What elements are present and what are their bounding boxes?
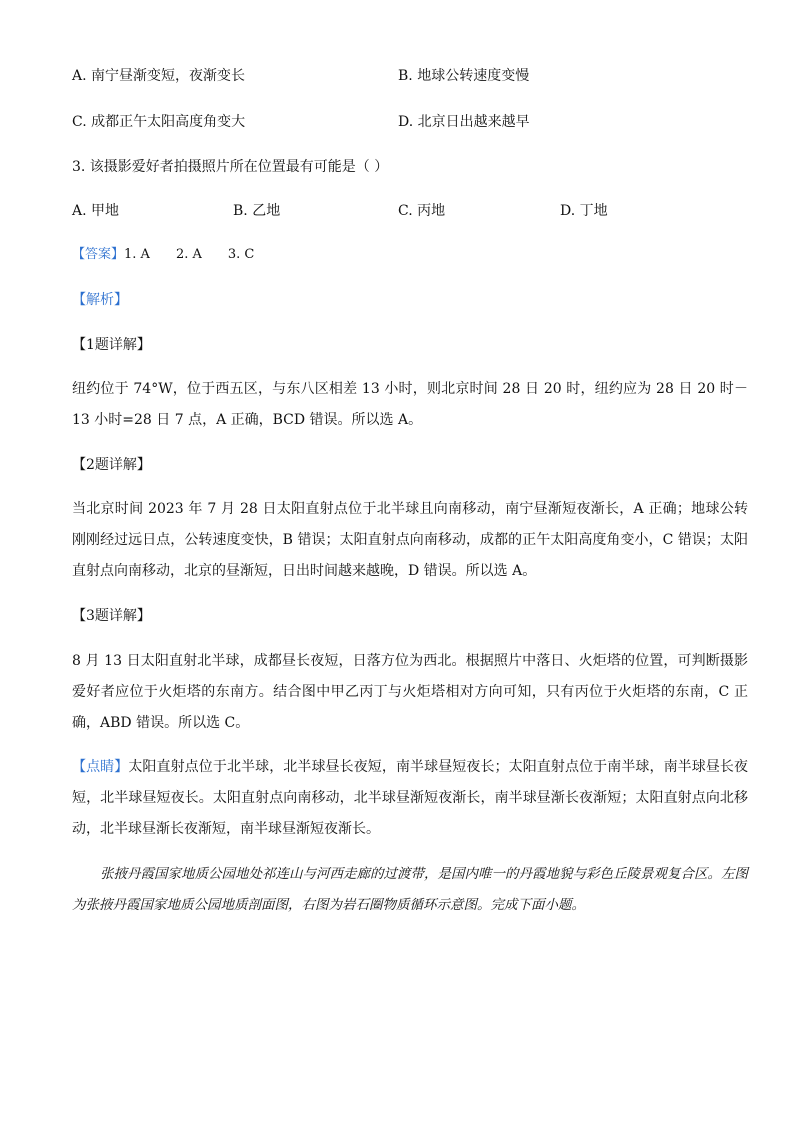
analysis-heading	[72, 290, 748, 310]
answer-tag: 【答案】	[72, 247, 125, 262]
detail2-tag: 【2题详解】	[72, 457, 151, 473]
tip-paragraph	[72, 752, 748, 845]
next-question-material: 张掖丹霞国家地质公园地处祁连山与河西走廊的过渡带，是国内唯一的丹霞地貌与彩色丘陵景观复合区。左图为张掖丹霞国家地质公园地质剖面图，右图为岩石圈物质循环示意图。完成下面小题。	[72, 866, 748, 913]
detail1-heading	[72, 335, 748, 355]
q2-option-b[interactable]: B. 地球公转速度变慢	[398, 68, 530, 84]
detail3-heading	[72, 606, 748, 626]
analysis-tag: 【解析】	[72, 292, 128, 308]
answer-item-1: 1. A	[124, 247, 150, 262]
q2-option-c[interactable]: C. 成都正午太阳高度角变大	[72, 114, 246, 130]
detail3-tag: 【3题详解】	[72, 608, 151, 624]
answer-item-2: 2. A	[175, 247, 202, 262]
q3-stem	[72, 157, 748, 177]
detail3-text: 8 月 13 日太阳直射北半球，成都昼长夜短，日落方位为西北。根据照片中落日、火炬塔的位置，可判断摄影爱好者应位于火炬塔的东南方。结合图中甲乙丙丁与火炬塔相对方向可知，只有丙位于火炬塔的东南，C 正确，ABD 错误。所以选 C。	[72, 653, 748, 731]
detail2-text: 当北京时间 2023 年 7 月 28 日太阳直射点位于北半球且向南移动，南宁昼渐短夜渐长，A 正确；地球公转刚刚经过远日点，公转速度变快，B 错误；太阳直射点向南移动，成都的正午太阳高度角变小，C 错误；太阳直射点向南移动，北京的昼渐短，日出时间越来越晚，D 错误。所以选 A。	[72, 501, 748, 579]
tip-tag: 【点睛】	[72, 759, 129, 775]
q3-option-d[interactable]: D. 丁地	[560, 203, 608, 219]
q3-option-a[interactable]: A. 甲地	[72, 203, 120, 219]
detail1-tag: 【1题详解】	[72, 337, 151, 353]
answer-line	[72, 245, 748, 265]
q3-option-b[interactable]: B. 乙地	[233, 203, 281, 219]
answer-item-3: 3. C	[227, 247, 255, 262]
detail1-text: 纽约位于 74°W，位于西五区，与东八区相差 13 小时，则北京时间 28 日 20 时，纽约应为 28 日 20 时－13 小时=28 日 7 点，A 正确，BCD 错误。所以选 A。	[72, 381, 748, 428]
q2-option-d[interactable]: D. 北京日出越来越早	[398, 114, 530, 130]
q2-options-row-2	[72, 112, 748, 132]
detail2-heading	[72, 455, 748, 475]
q3-options-row	[72, 201, 748, 221]
tip-text: 太阳直射点位于北半球，北半球昼长夜短，南半球昼短夜长；太阳直射点位于南半球，南半球昼长夜短，北半球昼短夜长。太阳直射点向南移动，北半球昼渐短夜渐长，南半球昼渐长夜渐短；太阳直射点向北移动，北半球昼渐长夜渐短，南半球昼渐短夜渐长。	[72, 759, 749, 837]
q3-option-c[interactable]: C. 丙地	[398, 203, 446, 219]
q2-options-row-1	[72, 66, 748, 86]
q2-option-a[interactable]: A. 南宁昼渐变短，夜渐变长	[72, 68, 246, 84]
q3-stem-text: 3. 该摄影爱好者拍摄照片所在位置最有可能是（ ）	[72, 159, 389, 175]
